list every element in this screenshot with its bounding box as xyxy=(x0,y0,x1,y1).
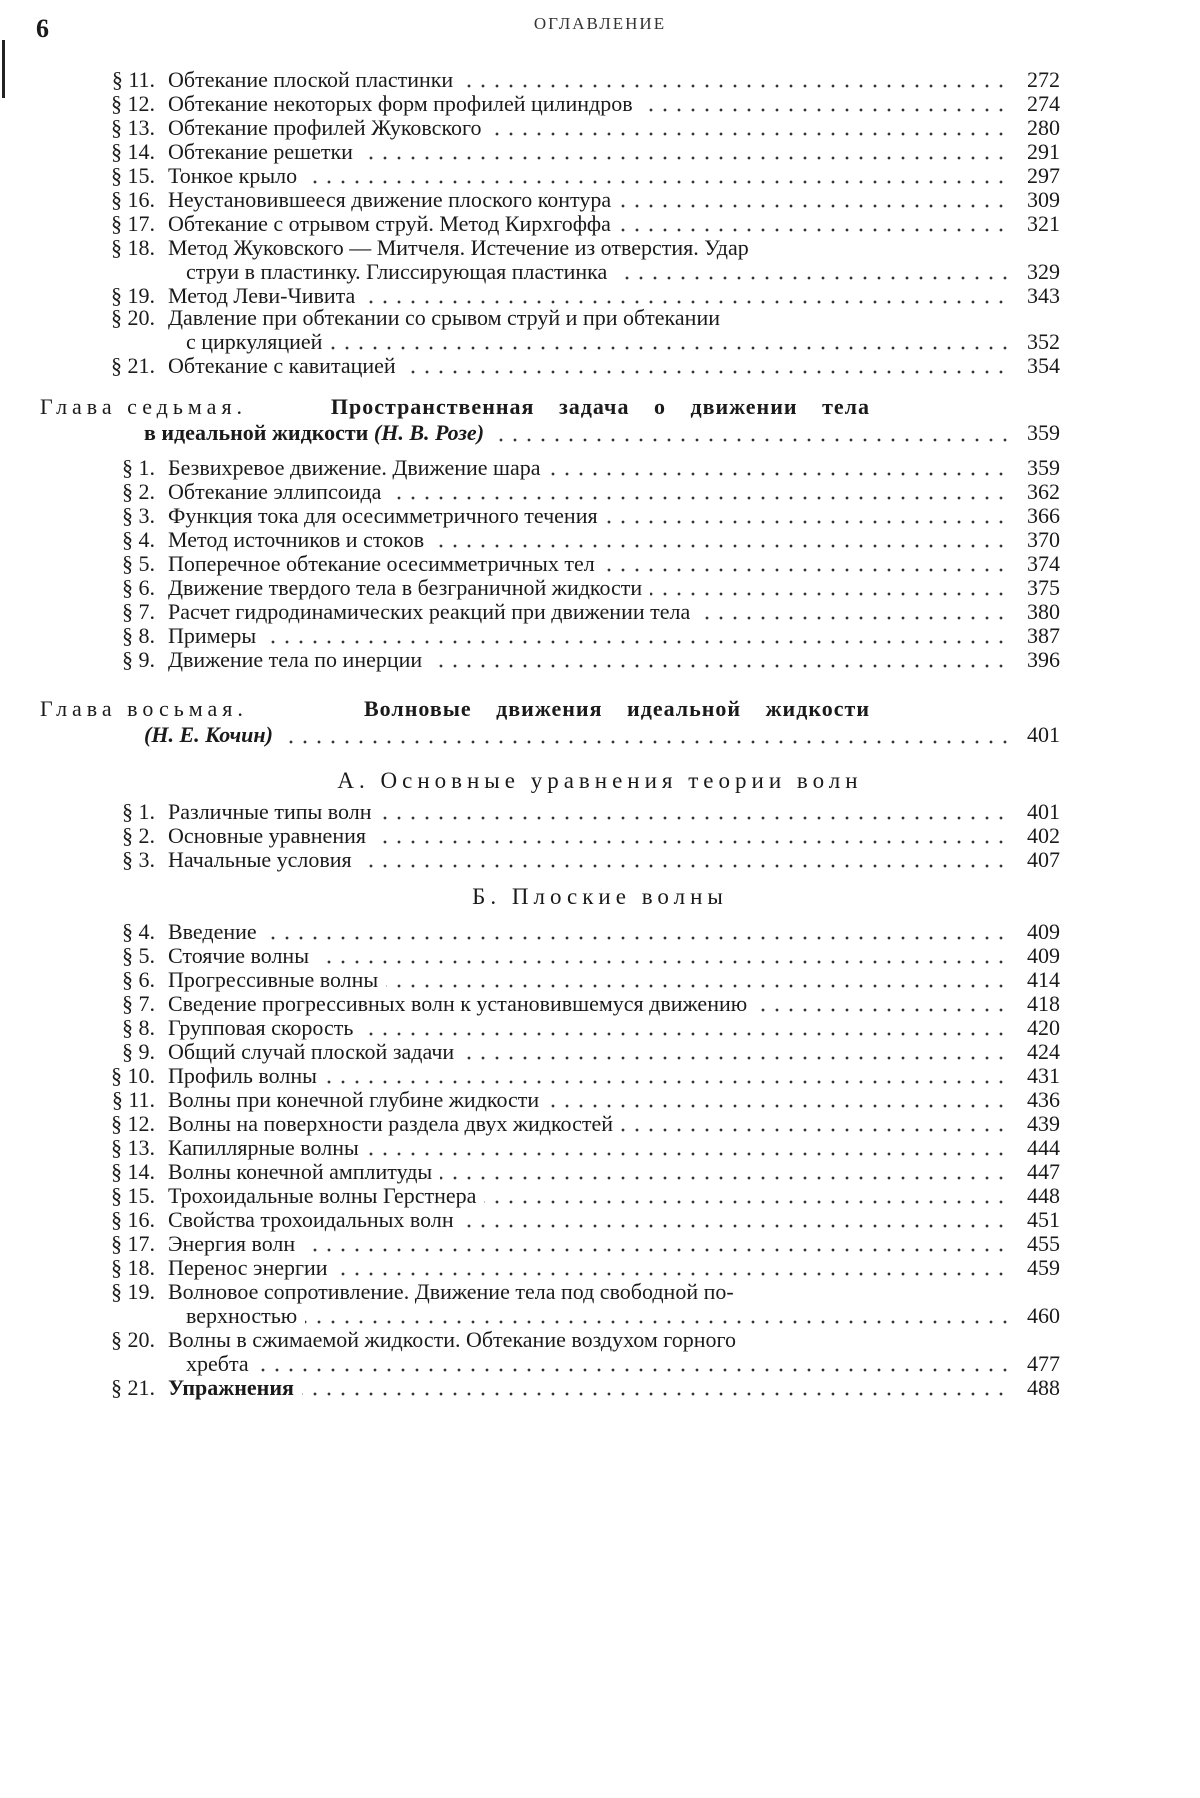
section-title-continuation xyxy=(186,260,1010,284)
toc-entry[interactable] xyxy=(0,1088,1200,1114)
toc-entry[interactable] xyxy=(0,1112,1200,1138)
section-title: Метод Жуковского — Митчеля. Истечение из отверстия. Удар xyxy=(168,236,749,260)
page-ref: 439 xyxy=(1010,1112,1060,1136)
page-ref: 477 xyxy=(1010,1352,1060,1376)
section-title xyxy=(168,1208,1010,1232)
toc-entry[interactable] xyxy=(0,800,1200,826)
section-number: § 2. xyxy=(85,824,155,848)
title-text: Стоячие волны xyxy=(168,944,317,968)
page-ref: 321 xyxy=(1010,212,1060,236)
section-number: § 1. xyxy=(85,456,155,480)
section-number: § 21. xyxy=(85,354,155,378)
chapter-title-text xyxy=(144,722,281,747)
toc-entry[interactable] xyxy=(0,236,1200,262)
title-text: Обтекание некоторых форм профилей цилиндров xyxy=(168,92,641,116)
section-number: § 5. xyxy=(85,552,155,576)
page-ref: 343 xyxy=(1010,284,1060,308)
title-text: Волны на поверхности раздела двух жидкостей xyxy=(168,1112,621,1136)
page-ref: 272 xyxy=(1010,68,1060,92)
toc-entry[interactable] xyxy=(0,576,1200,602)
page-ref: 460 xyxy=(1010,1304,1060,1328)
section-number: § 7. xyxy=(85,600,155,624)
page-ref: 291 xyxy=(1010,140,1060,164)
chapter-title-continuation xyxy=(144,420,1010,446)
section-title xyxy=(168,1160,1010,1184)
page-ref: 459 xyxy=(1010,1256,1060,1280)
toc-entry[interactable] xyxy=(0,1160,1200,1186)
toc-entry[interactable] xyxy=(0,648,1200,674)
title-text: Расчет гидродинамических реакций при движении тела xyxy=(168,600,698,624)
section-title xyxy=(168,68,1010,92)
page-ref: 297 xyxy=(1010,164,1060,188)
section-title xyxy=(168,354,1010,378)
toc-entry[interactable] xyxy=(0,528,1200,554)
toc-entry[interactable] xyxy=(0,92,1200,118)
section-number: § 14. xyxy=(85,1160,155,1184)
title-text: хребта xyxy=(186,1352,257,1376)
section-number: § 18. xyxy=(85,236,155,260)
section-title xyxy=(168,624,1010,648)
section-title xyxy=(168,944,1010,968)
chapter-title: Пространственная задача о движении тела xyxy=(331,394,870,420)
section-title xyxy=(168,800,1010,824)
title-text: Капиллярные волны xyxy=(168,1136,367,1160)
section-number: § 8. xyxy=(85,1016,155,1040)
title-text: Профиль волны xyxy=(168,1064,325,1088)
toc-entry[interactable] xyxy=(0,1064,1200,1090)
section-title xyxy=(168,1016,1010,1040)
page-ref: 488 xyxy=(1010,1376,1060,1400)
title-text: Тонкое крыло xyxy=(168,164,305,188)
section-number: § 9. xyxy=(85,1040,155,1064)
section-title: Волновое сопротивление. Движение тела под свободной по- xyxy=(168,1280,734,1304)
section-title xyxy=(168,92,1010,116)
title-text: Энергия волн xyxy=(168,1232,303,1256)
toc-entry-continuation xyxy=(0,1304,1200,1330)
title-text: Обтекание с отрывом струй. Метод Кирхгоффа xyxy=(168,212,619,236)
page-ref: 359 xyxy=(1010,456,1060,480)
section-title xyxy=(168,480,1010,504)
section-number: § 16. xyxy=(85,1208,155,1232)
title-text: Метод Леви-Чивита xyxy=(168,284,363,308)
chapter-page-ref: 359 xyxy=(1010,420,1060,446)
page-ref: 396 xyxy=(1010,648,1060,672)
chapter-heading-line2 xyxy=(40,722,1060,748)
toc-entry[interactable] xyxy=(0,968,1200,994)
subsection-heading: Б. Плоские волны xyxy=(0,884,1200,910)
section-title xyxy=(168,992,1010,1016)
section-number: § 1. xyxy=(85,800,155,824)
toc-entry[interactable] xyxy=(0,992,1200,1018)
title-text: Групповая скорость xyxy=(168,1016,361,1040)
toc-entry[interactable] xyxy=(0,1208,1200,1234)
section-number: § 18. xyxy=(85,1256,155,1280)
toc-entry[interactable] xyxy=(0,1376,1200,1402)
toc-entry[interactable] xyxy=(0,552,1200,578)
section-title xyxy=(168,1064,1010,1088)
section-title xyxy=(168,1184,1010,1208)
section-title xyxy=(168,600,1010,624)
page-ref: 409 xyxy=(1010,920,1060,944)
toc-entry[interactable] xyxy=(0,1328,1200,1354)
chapter-heading-line1 xyxy=(40,394,1060,420)
title-text: Прогрессивные волны xyxy=(168,968,386,992)
title-text: Обтекание профилей Жуковского xyxy=(168,116,490,140)
chapter-heading-line1 xyxy=(40,696,1060,722)
section-number: § 3. xyxy=(85,848,155,872)
toc-entry[interactable] xyxy=(0,1184,1200,1210)
chapter-title-text xyxy=(144,420,492,445)
chapter-title-line2: в идеальной жидкости xyxy=(144,420,374,445)
toc-entry[interactable] xyxy=(0,164,1200,190)
section-number: § 4. xyxy=(85,528,155,552)
title-text: Общий случай плоской задачи xyxy=(168,1040,462,1064)
title-text: Сведение прогрессивных волн к установившемуся движению xyxy=(168,992,755,1016)
section-number: § 7. xyxy=(85,992,155,1016)
toc-entry[interactable] xyxy=(0,306,1200,332)
section-title: Волны в сжимаемой жидкости. Обтекание воздухом горного xyxy=(168,1328,736,1352)
title-text: Трохоидальные волны Герстнера xyxy=(168,1184,484,1208)
page-ref: 370 xyxy=(1010,528,1060,552)
page-ref: 354 xyxy=(1010,354,1060,378)
title-text: Поперечное обтекание осесимметричных тел xyxy=(168,552,603,576)
title-text: Введение xyxy=(168,920,265,944)
toc-entry-continuation xyxy=(0,1352,1200,1378)
section-title xyxy=(168,1256,1010,1280)
section-title xyxy=(168,1040,1010,1064)
dot-leader xyxy=(168,640,1010,644)
toc-entry[interactable] xyxy=(0,1256,1200,1282)
section-title xyxy=(168,212,1010,236)
toc-entry[interactable] xyxy=(0,824,1200,850)
page-ref: 407 xyxy=(1010,848,1060,872)
subsection-heading: А. Основные уравнения теории волн xyxy=(0,768,1200,794)
toc-entry[interactable] xyxy=(0,354,1200,380)
toc-entry[interactable] xyxy=(0,600,1200,626)
toc-entry[interactable] xyxy=(0,1232,1200,1258)
page-number: 6 xyxy=(36,14,49,44)
page-ref: 409 xyxy=(1010,944,1060,968)
chapter-title: Волновые движения идеальной жидкости xyxy=(364,696,870,722)
toc-entry[interactable] xyxy=(0,1136,1200,1162)
page-ref: 418 xyxy=(1010,992,1060,1016)
section-number: § 19. xyxy=(85,284,155,308)
section-number: § 14. xyxy=(85,140,155,164)
section-title xyxy=(168,164,1010,188)
page-ref: 401 xyxy=(1010,800,1060,824)
title-text: Движение твердого тела в безграничной жидкости xyxy=(168,576,650,600)
toc-entry[interactable] xyxy=(0,1016,1200,1042)
title-text: Метод источников и стоков xyxy=(168,528,432,552)
section-title xyxy=(168,1112,1010,1136)
title-text: Движение тела по инерции xyxy=(168,648,430,672)
page-ref: 329 xyxy=(1010,260,1060,284)
section-number: § 19. xyxy=(85,1280,155,1304)
page-ref: 380 xyxy=(1010,600,1060,624)
toc-entry[interactable] xyxy=(0,212,1200,238)
section-title xyxy=(168,528,1010,552)
section-number: § 21. xyxy=(85,1376,155,1400)
page-ref: 374 xyxy=(1010,552,1060,576)
page-ref: 387 xyxy=(1010,624,1060,648)
section-title xyxy=(168,1136,1010,1160)
title-text: Перенос энергии xyxy=(168,1256,336,1280)
dot-leader xyxy=(186,1368,1010,1372)
section-number: § 17. xyxy=(85,212,155,236)
section-number: § 16. xyxy=(85,188,155,212)
title-text: Начальные условия xyxy=(168,848,360,872)
section-number: § 17. xyxy=(85,1232,155,1256)
section-title xyxy=(168,920,1010,944)
toc-entry[interactable] xyxy=(0,140,1200,166)
title-text: Обтекание эллипсоида xyxy=(168,480,389,504)
page-ref: 352 xyxy=(1010,330,1060,354)
title-text: Функция тока для осесимметричного течения xyxy=(168,504,606,528)
section-title xyxy=(168,824,1010,848)
title-text: Обтекание плоской пластинки xyxy=(168,68,461,92)
page-ref: 309 xyxy=(1010,188,1060,212)
section-number: § 12. xyxy=(85,92,155,116)
chapter-label: Глава седьмая. xyxy=(40,394,247,420)
title-text: Примеры xyxy=(168,624,264,648)
section-title xyxy=(168,1088,1010,1112)
page-ref: 420 xyxy=(1010,1016,1060,1040)
title-text: Обтекание решетки xyxy=(168,140,361,164)
section-title xyxy=(168,552,1010,576)
section-number: § 6. xyxy=(85,968,155,992)
page-ref: 455 xyxy=(1010,1232,1060,1256)
section-title xyxy=(168,188,1010,212)
toc-entry[interactable] xyxy=(0,480,1200,506)
section-title: Давление при обтекании со срывом струй и при обтекании xyxy=(168,306,720,330)
title-text: Упражнения xyxy=(168,1376,302,1400)
page-ref: 366 xyxy=(1010,504,1060,528)
chapter-heading[interactable] xyxy=(40,696,1060,748)
toc-entry-continuation xyxy=(0,330,1200,356)
page-ref: 448 xyxy=(1010,1184,1060,1208)
page-ref: 274 xyxy=(1010,92,1060,116)
page-ref: 362 xyxy=(1010,480,1060,504)
section-number: § 15. xyxy=(85,164,155,188)
section-number: § 12. xyxy=(85,1112,155,1136)
section-title xyxy=(168,648,1010,672)
section-title-continuation xyxy=(186,330,1010,354)
section-number: § 9. xyxy=(85,648,155,672)
section-number: § 5. xyxy=(85,944,155,968)
title-text: Волны конечной амплитуды xyxy=(168,1160,440,1184)
section-number: § 4. xyxy=(85,920,155,944)
section-number: § 11. xyxy=(85,1088,155,1112)
title-text: Неустановившееся движение плоского контура xyxy=(168,188,619,212)
title-text: Волны при конечной глубине жидкости xyxy=(168,1088,547,1112)
page-ref: 424 xyxy=(1010,1040,1060,1064)
chapter-heading-line2 xyxy=(40,420,1060,446)
title-text: струи в пластинку. Глиссирующая пластинка xyxy=(186,260,615,284)
dot-leader xyxy=(186,1320,1010,1324)
chapter-author: (Н. Е. Кочин) xyxy=(144,722,273,747)
section-number: § 20. xyxy=(85,306,155,330)
section-title xyxy=(168,576,1010,600)
section-number: § 10. xyxy=(85,1064,155,1088)
toc-entry[interactable] xyxy=(0,1040,1200,1066)
page-ref: 447 xyxy=(1010,1160,1060,1184)
title-text: Свойства трохоидальных волн xyxy=(168,1208,462,1232)
section-title-continuation xyxy=(186,1352,1010,1376)
toc-entry[interactable] xyxy=(0,920,1200,946)
chapter-page-ref: 401 xyxy=(1010,722,1060,748)
title-text: Безвихревое движение. Движение шара xyxy=(168,456,549,480)
section-number: § 6. xyxy=(85,576,155,600)
section-title xyxy=(168,504,1010,528)
section-title xyxy=(168,284,1010,308)
section-title xyxy=(168,116,1010,140)
section-number: § 3. xyxy=(85,504,155,528)
page-ref: 280 xyxy=(1010,116,1060,140)
section-number: § 13. xyxy=(85,1136,155,1160)
section-title xyxy=(168,1232,1010,1256)
dot-leader xyxy=(168,936,1010,940)
page-ref: 431 xyxy=(1010,1064,1060,1088)
table-of-contents xyxy=(0,0,1200,1798)
toc-entry[interactable] xyxy=(0,624,1200,650)
toc-entry[interactable] xyxy=(0,504,1200,530)
toc-entry-continuation xyxy=(0,260,1200,286)
section-title xyxy=(168,848,1010,872)
chapter-label: Глава восьмая. xyxy=(40,696,248,722)
toc-entry[interactable] xyxy=(0,188,1200,214)
running-title: ОГЛАВЛЕНИЕ xyxy=(0,14,1200,34)
section-number: § 15. xyxy=(85,1184,155,1208)
section-title xyxy=(168,140,1010,164)
section-title-continuation xyxy=(186,1304,1010,1328)
section-number: § 13. xyxy=(85,116,155,140)
section-title xyxy=(168,1376,1010,1400)
toc-entry[interactable] xyxy=(0,944,1200,970)
section-number: § 20. xyxy=(85,1328,155,1352)
title-text: Основные уравнения xyxy=(168,824,374,848)
chapter-heading[interactable] xyxy=(40,394,1060,446)
page-ref: 436 xyxy=(1010,1088,1060,1112)
page-ref: 402 xyxy=(1010,824,1060,848)
chapter-author: (Н. В. Розе) xyxy=(374,420,484,445)
title-text: Обтекание с кавитацией xyxy=(168,354,404,378)
title-text: верхностью xyxy=(186,1304,305,1328)
toc-entry[interactable] xyxy=(0,848,1200,874)
section-title xyxy=(168,968,1010,992)
page-ref: 444 xyxy=(1010,1136,1060,1160)
toc-entry[interactable] xyxy=(0,456,1200,482)
toc-entry[interactable] xyxy=(0,116,1200,142)
section-title xyxy=(168,456,1010,480)
title-text: Различные типы волн xyxy=(168,800,379,824)
section-number: § 8. xyxy=(85,624,155,648)
section-number: § 11. xyxy=(85,68,155,92)
page-ref: 451 xyxy=(1010,1208,1060,1232)
toc-entry[interactable] xyxy=(0,1280,1200,1306)
toc-entry[interactable] xyxy=(0,68,1200,94)
page-ref: 375 xyxy=(1010,576,1060,600)
section-number: § 2. xyxy=(85,480,155,504)
page-ref: 414 xyxy=(1010,968,1060,992)
chapter-title-continuation xyxy=(144,722,1010,748)
title-text: с циркуляцией xyxy=(186,330,330,354)
